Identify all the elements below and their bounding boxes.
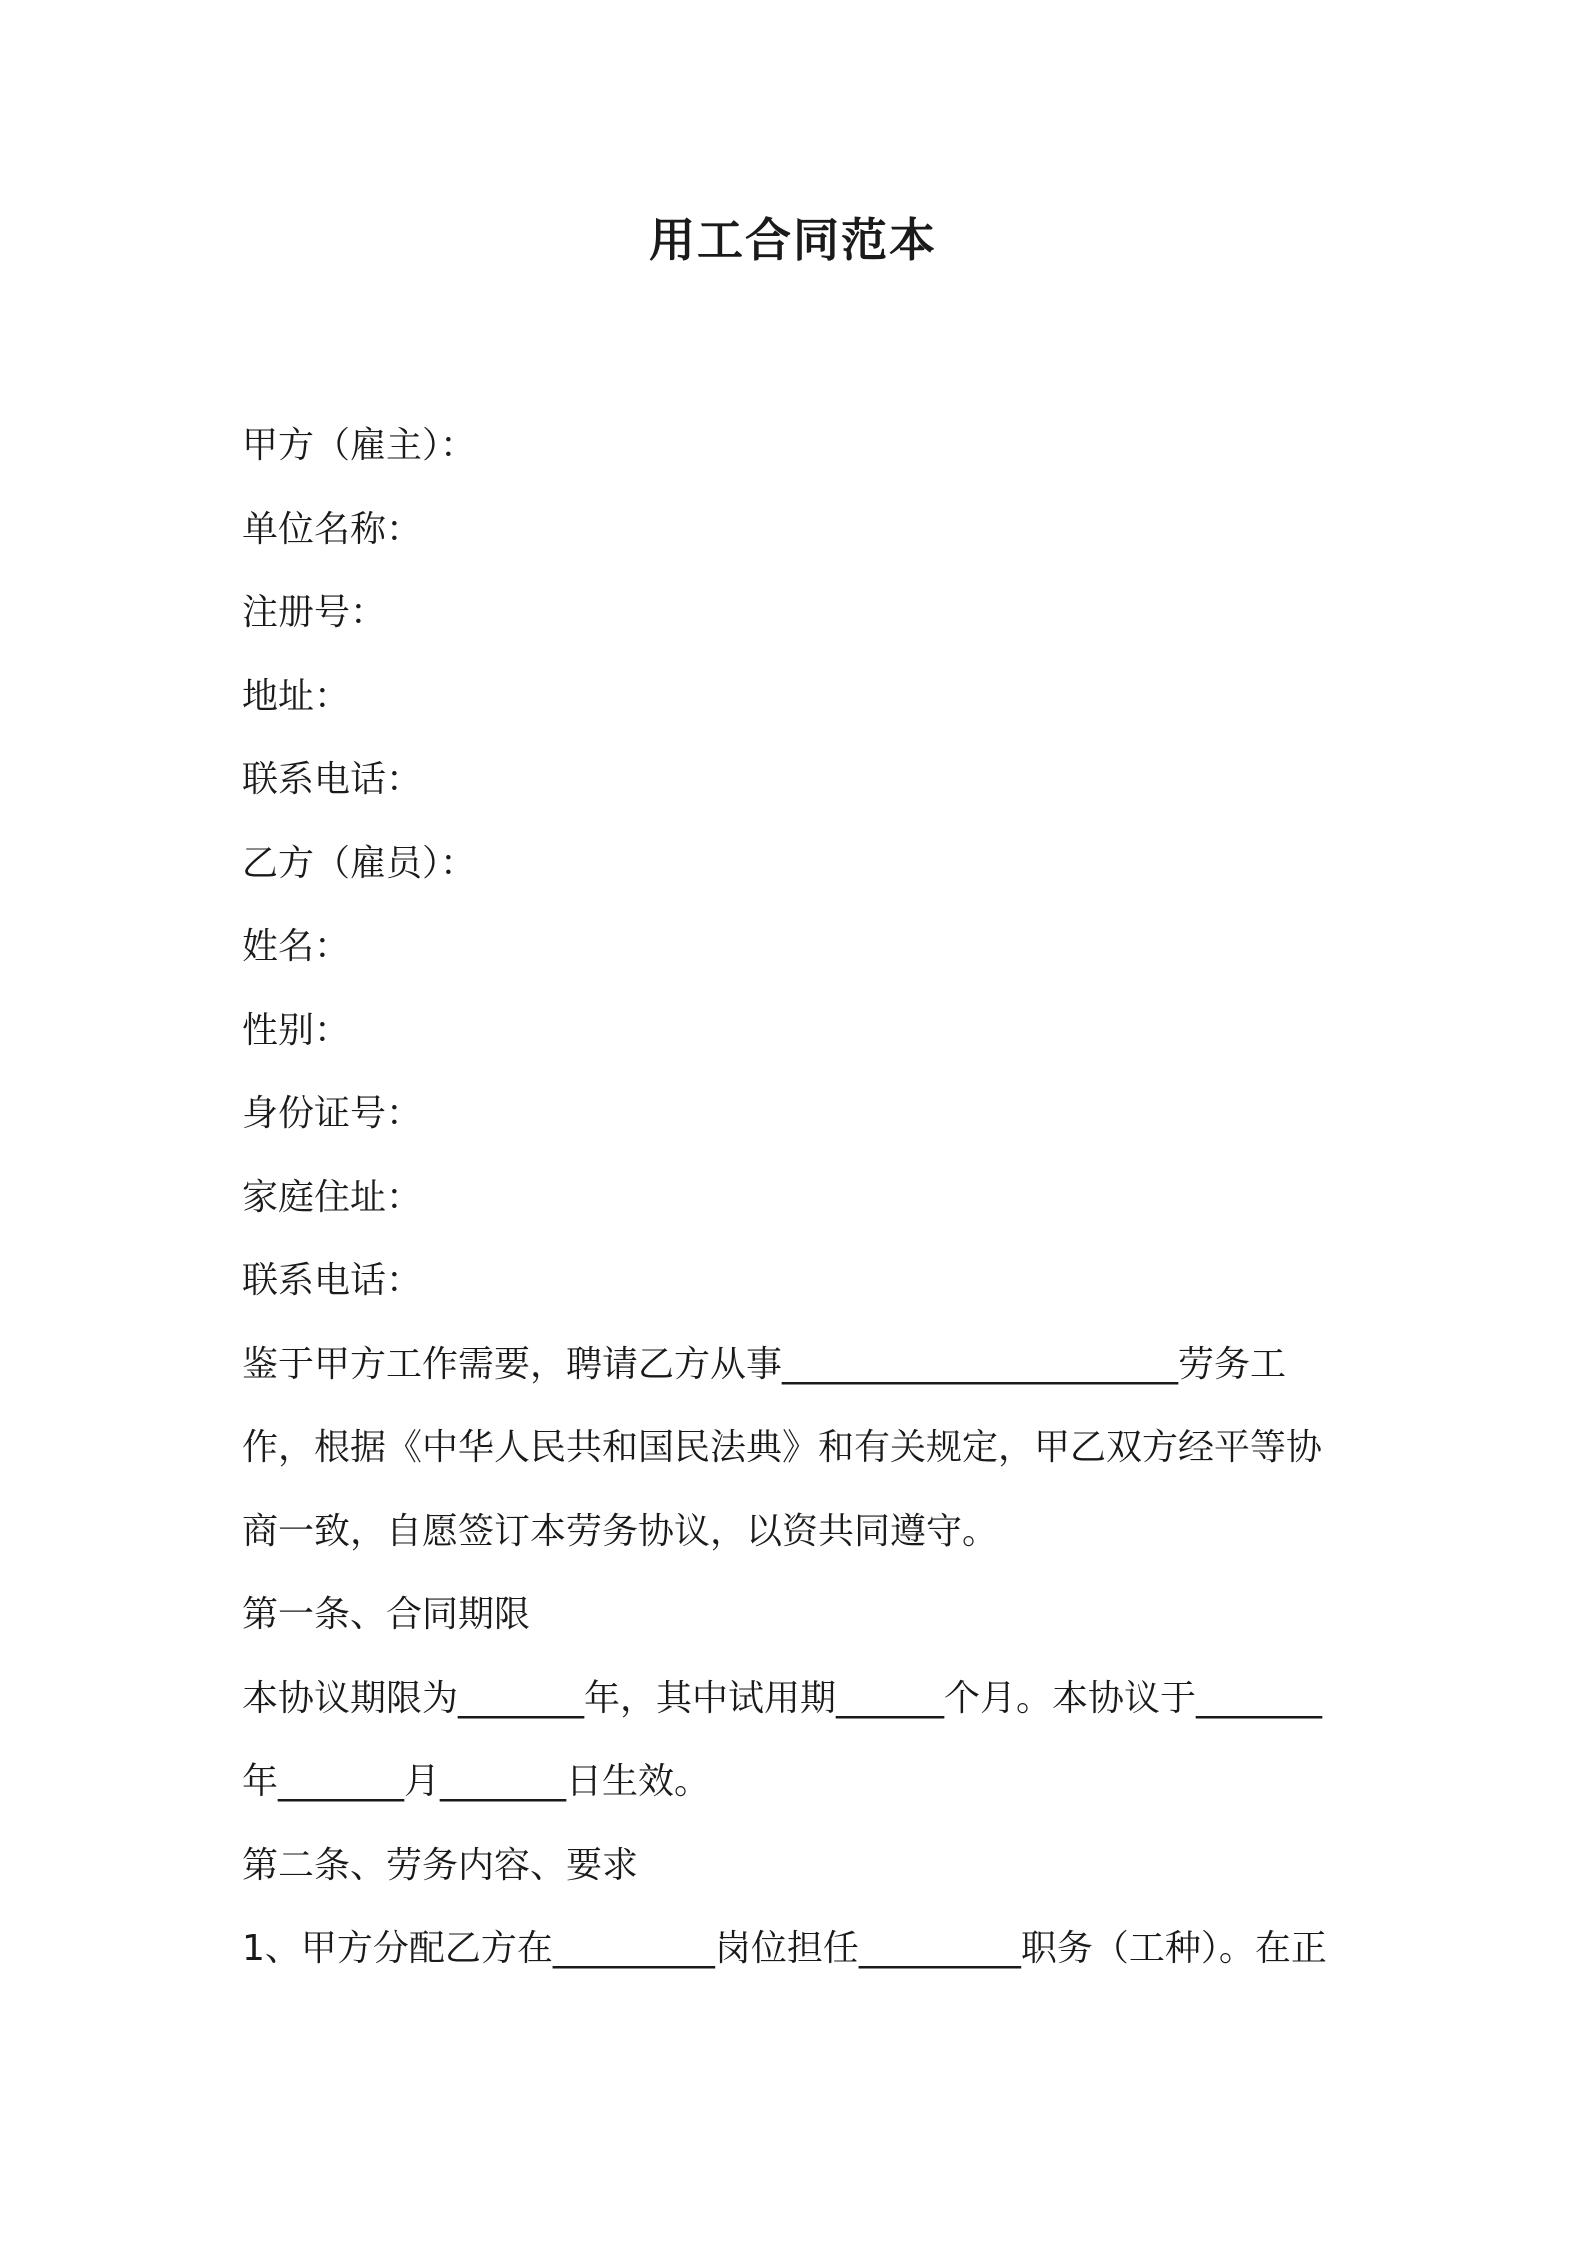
party-a-label: 甲方（雇主）：	[242, 425, 477, 466]
company-name-label: 单位名称：	[242, 508, 423, 550]
id-number-label: 身份证号：	[242, 1093, 423, 1134]
article-2-item-1: 1、甲方分配乙方在_________岗位担任_________职务（工种）。在正	[242, 1928, 1327, 1969]
article-1-heading: 第一条、合同期限	[242, 1594, 531, 1635]
registration-number-label: 注册号：	[242, 592, 387, 633]
gender-label: 性别：	[242, 1009, 351, 1051]
party-a-phone-label: 联系电话：	[242, 759, 423, 800]
preamble-line-1: 鉴于甲方工作需要，聘请乙方从事______________________劳务工	[242, 1343, 1287, 1385]
document-title: 用工合同范本	[649, 213, 937, 267]
preamble-line-3: 商一致，自愿签订本劳务协议，以资共同遵守。	[242, 1510, 999, 1552]
home-address-label: 家庭住址：	[242, 1176, 423, 1218]
preamble-line-2: 作，根据《中华人民共和国民法典》和有关规定，甲乙双方经平等协	[242, 1427, 1323, 1468]
document-body	[242, 404, 1352, 1991]
party-b-phone-label: 联系电话：	[242, 1260, 423, 1301]
article-1-line-1: 本协议期限为_______年，其中试用期______个月。本协议于_______	[242, 1677, 1323, 1719]
name-label: 姓名：	[242, 926, 351, 967]
article-2-heading: 第二条、劳务内容、要求	[242, 1844, 639, 1886]
party-b-label: 乙方（雇员）：	[242, 842, 477, 884]
article-1-line-2: 年_______月_______日生效。	[242, 1761, 711, 1802]
address-label: 地址：	[242, 675, 351, 717]
